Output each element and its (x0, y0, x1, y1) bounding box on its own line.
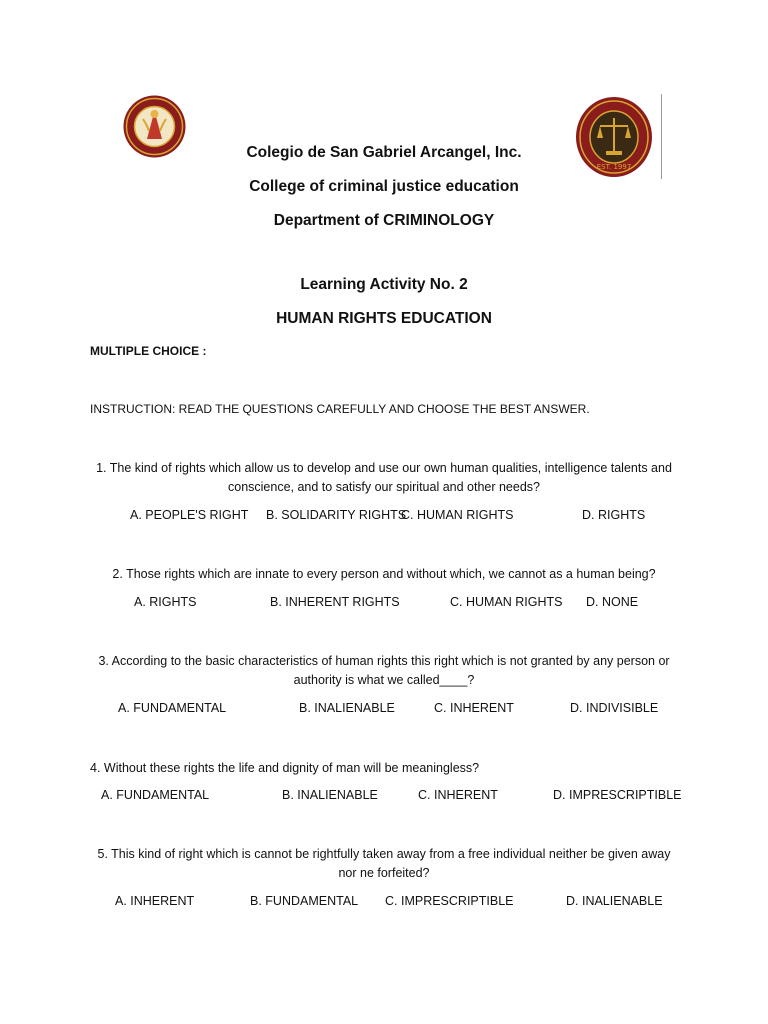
q2-option-b: B. INHERENT RIGHTS (270, 595, 400, 609)
q4-option-b: B. INALIENABLE (282, 788, 378, 802)
activity-title: Learning Activity No. 2 (300, 276, 468, 293)
q5-option-d: D. INALIENABLE (566, 894, 663, 908)
svg-text:EST. 1997: EST. 1997 (596, 163, 632, 171)
q3-option-a: A. FUNDAMENTAL (118, 701, 227, 715)
q5-option-a: A. INHERENT (115, 894, 195, 908)
subject-title: HUMAN RIGHTS EDUCATION (276, 310, 492, 327)
q4-option-c: C. INHERENT (418, 788, 498, 802)
question-3: 3. According to the basic characteristics of human rights this right which is not granted by any person or authority is what we called____? (98, 654, 670, 687)
section-label: MULTIPLE CHOICE : (90, 344, 207, 358)
question-1: 1. The kind of rights which allow us to develop and use our own human qualities, intelligence talents and conscience, and to satisfy our spiritual and other needs? (96, 461, 672, 494)
q3-option-b: B. INALIENABLE (299, 701, 395, 715)
q4-option-d: D. IMPRESCRIPTIBLE (553, 788, 682, 802)
q3-option-d: D. INDIVISIBLE (570, 701, 659, 715)
q2-option-a: A. RIGHTS (134, 595, 197, 609)
instruction-text: INSTRUCTION: READ THE QUESTIONS CAREFULLY AND CHOOSE THE BEST ANSWER. (90, 402, 590, 416)
criminology-seal-logo (575, 96, 653, 178)
q1-option-c: C. HUMAN RIGHTS (401, 508, 514, 522)
question-4: 4. Without these rights the life and dignity of man will be meaningless? (90, 761, 480, 775)
question-5: 5. This kind of right which is cannot be rightfully taken away from a free individual neither be given away nor ne forfeited? (97, 847, 671, 880)
q2-option-d: D. NONE (586, 595, 639, 609)
school-name: Colegio de San Gabriel Arcangel, Inc. (246, 144, 522, 161)
q2-option-c: C. HUMAN RIGHTS (450, 595, 563, 609)
q1-option-a: A. PEOPLE'S RIGHT (130, 508, 249, 522)
question-2: 2. Those rights which are innate to every person and without which, we cannot as a human being? (112, 567, 656, 581)
q3-option-c: C. INHERENT (434, 701, 514, 715)
q1-option-d: D. RIGHTS (582, 508, 646, 522)
q1-option-b: B. SOLIDARITY RIGHTS (266, 508, 407, 522)
q5-option-b: B. FUNDAMENTAL (250, 894, 359, 908)
header-divider (661, 94, 662, 179)
q4-option-a: A. FUNDAMENTAL (101, 788, 210, 802)
q5-option-c: C. IMPRESCRIPTIBLE (385, 894, 514, 908)
department-name: Department of CRIMINOLOGY (273, 212, 495, 229)
college-name: College of criminal justice education (249, 178, 519, 195)
